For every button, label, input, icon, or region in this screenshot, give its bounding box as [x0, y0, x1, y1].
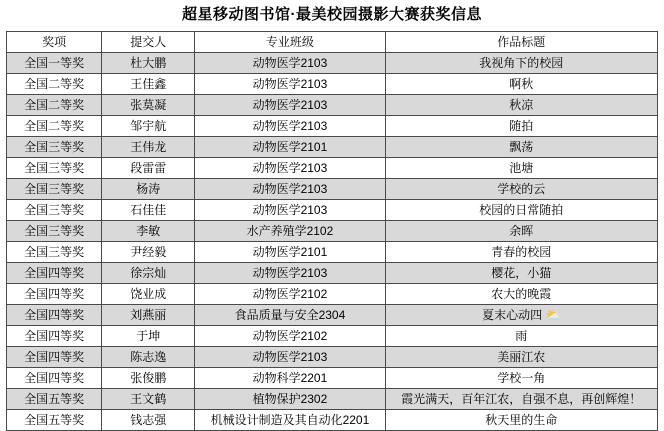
- cell-name: 徐宗灿: [102, 263, 195, 284]
- cell-name: 邹宇航: [102, 116, 195, 137]
- table-row: [7, 242, 658, 263]
- cell-name: 张莫凝: [102, 95, 195, 116]
- cell-name: 石佳佳: [102, 200, 195, 221]
- table-row: [7, 137, 658, 158]
- cell-title: 樱花，小猫: [385, 263, 657, 284]
- cell-award: 全国三等奖: [7, 242, 102, 263]
- cell-class: 机械设计制造及其自动化2201: [195, 410, 385, 431]
- table-header-row: [7, 32, 658, 53]
- table-row: [7, 53, 658, 74]
- cell-award: 全国四等奖: [7, 263, 102, 284]
- cell-award: 全国三等奖: [7, 158, 102, 179]
- cell-title: 秋天里的生命: [385, 410, 657, 431]
- cell-title: 飘荡: [385, 137, 657, 158]
- cell-name: 王佳鑫: [102, 74, 195, 95]
- column-header-award: 奖项: [7, 32, 102, 53]
- cell-class: 动物医学2103: [195, 200, 385, 221]
- table-body: [7, 53, 658, 431]
- cell-name: 刘燕丽: [102, 305, 195, 326]
- cell-title: 夏末心动四 ⛅: [385, 305, 657, 326]
- table-row: [7, 347, 658, 368]
- cell-award: 全国二等奖: [7, 116, 102, 137]
- cell-name: 于坤: [102, 326, 195, 347]
- cell-name: 杜大鹏: [102, 53, 195, 74]
- cell-award: 全国一等奖: [7, 53, 102, 74]
- cell-class: 动物医学2102: [195, 326, 385, 347]
- cell-award: 全国五等奖: [7, 389, 102, 410]
- cell-class: 动物医学2103: [195, 179, 385, 200]
- table-row: [7, 326, 658, 347]
- cell-title: 农大的晚霞: [385, 284, 657, 305]
- cell-title: 余晖: [385, 221, 657, 242]
- cell-title: 学校一角: [385, 368, 657, 389]
- table-row: [7, 116, 658, 137]
- page-title: 超星移动图书馆·最美校园摄影大赛获奖信息: [182, 6, 482, 23]
- table-row: [7, 221, 658, 242]
- table-row: [7, 95, 658, 116]
- table-row: [7, 74, 658, 95]
- cell-award: 全国五等奖: [7, 410, 102, 431]
- cell-award: 全国三等奖: [7, 179, 102, 200]
- cell-title: 我视角下的校园: [385, 53, 657, 74]
- cell-name: 饶业成: [102, 284, 195, 305]
- cell-award: 全国三等奖: [7, 137, 102, 158]
- cell-class: 动物医学2103: [195, 347, 385, 368]
- column-header-title: 作品标题: [385, 32, 657, 53]
- cell-award: 全国三等奖: [7, 200, 102, 221]
- cell-class: 动物医学2101: [195, 242, 385, 263]
- cell-name: 尹经毅: [102, 242, 195, 263]
- cell-award: 全国二等奖: [7, 74, 102, 95]
- table-row: [7, 179, 658, 200]
- table-header: [7, 32, 658, 53]
- cell-award: 全国四等奖: [7, 368, 102, 389]
- cell-title: 学校的云: [385, 179, 657, 200]
- cell-class: 植物保护2302: [195, 389, 385, 410]
- table-row: [7, 158, 658, 179]
- cell-award: 全国四等奖: [7, 284, 102, 305]
- cell-name: 张俊鹏: [102, 368, 195, 389]
- cell-class: 动物医学2101: [195, 137, 385, 158]
- cell-name: 王文鹤: [102, 389, 195, 410]
- cell-name: 钱志强: [102, 410, 195, 431]
- cell-title: 池塘: [385, 158, 657, 179]
- cell-class: 动物医学2103: [195, 116, 385, 137]
- cell-name: 陈志逸: [102, 347, 195, 368]
- cell-title: 校园的日常随拍: [385, 200, 657, 221]
- cell-name: 杨涛: [102, 179, 195, 200]
- cell-title: 啊秋: [385, 74, 657, 95]
- cell-title: 美丽江农: [385, 347, 657, 368]
- cell-class: 动物医学2103: [195, 158, 385, 179]
- award-table: [6, 31, 658, 431]
- cell-name: 段雷雷: [102, 158, 195, 179]
- cell-class: 动物医学2103: [195, 53, 385, 74]
- cell-class: 动物医学2102: [195, 284, 385, 305]
- table-row: [7, 389, 658, 410]
- column-header-name: 提交人: [102, 32, 195, 53]
- table-row: [7, 368, 658, 389]
- cell-class: 食品质量与安全2304: [195, 305, 385, 326]
- cell-title: 霞光满天，百年江农，自强不息，再创辉煌！: [385, 389, 657, 410]
- cell-award: 全国三等奖: [7, 221, 102, 242]
- cell-class: 动物医学2103: [195, 263, 385, 284]
- cell-class: 水产养殖学2102: [195, 221, 385, 242]
- cell-class: 动物科学2201: [195, 368, 385, 389]
- table-row: [7, 200, 658, 221]
- column-header-class: 专业班级: [195, 32, 385, 53]
- cell-class: 动物医学2103: [195, 74, 385, 95]
- table-row: [7, 305, 658, 326]
- cell-title: 随拍: [385, 116, 657, 137]
- cell-title: 秋凉: [385, 95, 657, 116]
- cell-title: 青春的校园: [385, 242, 657, 263]
- cell-award: 全国四等奖: [7, 305, 102, 326]
- table-row: [7, 284, 658, 305]
- cell-name: 李敏: [102, 221, 195, 242]
- table-row: [7, 410, 658, 431]
- cell-award: 全国二等奖: [7, 95, 102, 116]
- cell-name: 王伟龙: [102, 137, 195, 158]
- table-row: [7, 263, 658, 284]
- cell-award: 全国四等奖: [7, 326, 102, 347]
- cell-title: 雨: [385, 326, 657, 347]
- cell-class: 动物医学2103: [195, 95, 385, 116]
- cell-award: 全国四等奖: [7, 347, 102, 368]
